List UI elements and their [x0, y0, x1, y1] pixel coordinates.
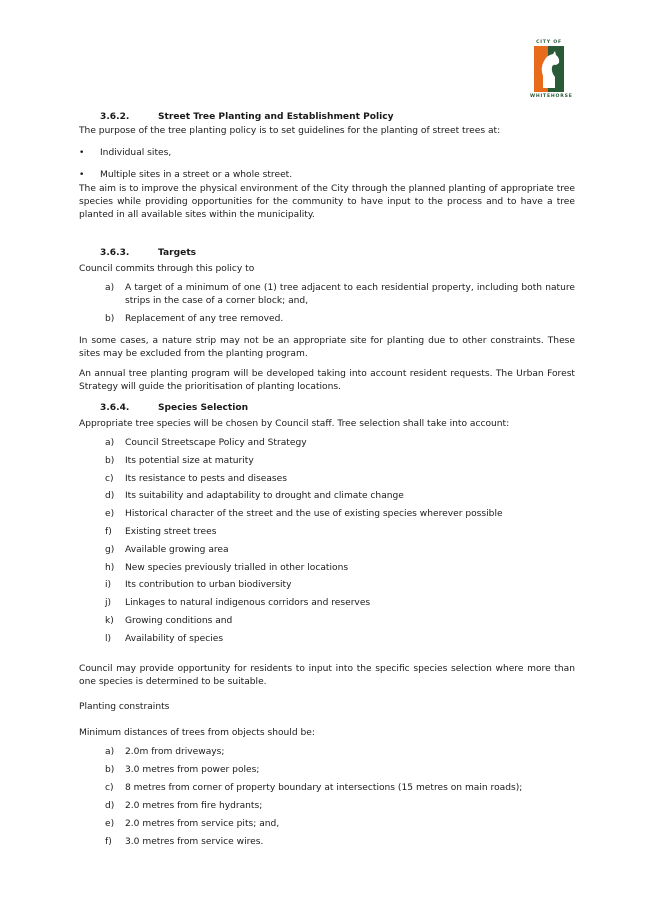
paragraph: The purpose of the tree planting policy is to set guidelines for the planting of street trees at:: [79, 126, 501, 136]
list-item: b) 3.0 metres from power poles;: [105, 764, 260, 775]
section-number: 3.6.2.: [100, 112, 130, 122]
section-3-6-2-heading: [79, 111, 575, 124]
list-item: c) Its resistance to pests and diseases: [105, 473, 287, 484]
section-3-6-4-heading: [79, 402, 575, 415]
paragraph: In some cases, a nature strip may not be an appropriate site for planting due to other constraints. These sites may be excluded from the planting program.: [79, 336, 575, 359]
logo-bottom-text: WHITEHORSE: [530, 94, 573, 99]
list-item: d) Its suitability and adaptability to drought and climate change: [105, 491, 404, 502]
paragraph: Council may provide opportunity for residents to input into the specific species selection where more than one species is determined to be suitable.: [79, 663, 575, 687]
list-item: d) 2.0 metres from fire hydrants;: [105, 800, 263, 811]
paragraph: The aim is to improve the physical environment of the City through the planned planting of appropriate tree species while providing opportunities for the community to have input to the process and to have a tree planted in all available sites within the municipality.: [79, 184, 575, 220]
list-item: a) Council Streetscape Policy and Strategy: [105, 438, 307, 448]
list-item: h) New species previously trialled in other locations: [105, 562, 349, 573]
list-item: f) 3.0 metres from service wires.: [105, 836, 264, 847]
bullet-icon: •: [79, 170, 85, 180]
list-item: b) Replacement of any tree removed.: [105, 314, 284, 324]
list-item: a) 2.0m from driveways;: [105, 746, 225, 757]
section-title: Targets: [158, 248, 197, 258]
section-number: 3.6.3.: [100, 248, 130, 258]
section-3-6-3-heading: [79, 247, 575, 260]
list-item: g) Available growing area: [105, 544, 229, 555]
minimum-distances-list: [79, 746, 575, 849]
list-item: c) 8 metres from corner of property boundary at intersections (15 metres on main roads);: [105, 782, 523, 793]
paragraph: Minimum distances of trees from objects should be:: [79, 727, 315, 738]
paragraph: An annual tree planting program will be developed taking into account resident requests. The Urban Forest Strategy will guide the prioritisation of planting locations.: [79, 369, 575, 392]
list-item: l) Availability of species: [105, 633, 224, 644]
bullet-icon: •: [79, 148, 85, 158]
paragraph: Council commits through this policy to: [79, 264, 255, 274]
section-title: Street Tree Planting and Establishment Policy: [158, 112, 394, 122]
section-number: 3.6.4.: [100, 403, 130, 413]
list-item: k) Growing conditions and: [105, 615, 233, 626]
logo-top-text: CITY OF: [536, 40, 562, 45]
paragraph: Appropriate tree species will be chosen by Council staff. Tree selection shall take into account:: [79, 419, 510, 429]
list-item: e) 2.0 metres from service pits; and,: [105, 818, 280, 829]
bullet-item: • Multiple sites in a street or a whole street.: [79, 170, 293, 180]
document-body: [79, 111, 575, 849]
list-item: a) A target of a minimum of one (1) tree adjacent to each residential property, including both nature strips in the case of a corner block; and,: [105, 283, 575, 306]
list-item: b) Its potential size at maturity: [105, 455, 254, 466]
horse-head-icon: [534, 46, 564, 92]
planting-constraints-label: Planting constraints: [79, 701, 170, 712]
list-item: f) Existing street trees: [105, 526, 217, 537]
species-criteria-list: [79, 437, 575, 646]
city-of-whitehorse-logo: [530, 40, 573, 100]
list-item: e) Historical character of the street and the use of existing species wherever possible: [105, 509, 503, 520]
section-title: Species Selection: [158, 403, 249, 413]
list-item: i) Its contribution to urban biodiversity: [105, 580, 292, 591]
bullet-item: • Individual sites,: [79, 148, 172, 158]
list-item: j) Linkages to natural indigenous corridors and reserves: [105, 598, 371, 609]
